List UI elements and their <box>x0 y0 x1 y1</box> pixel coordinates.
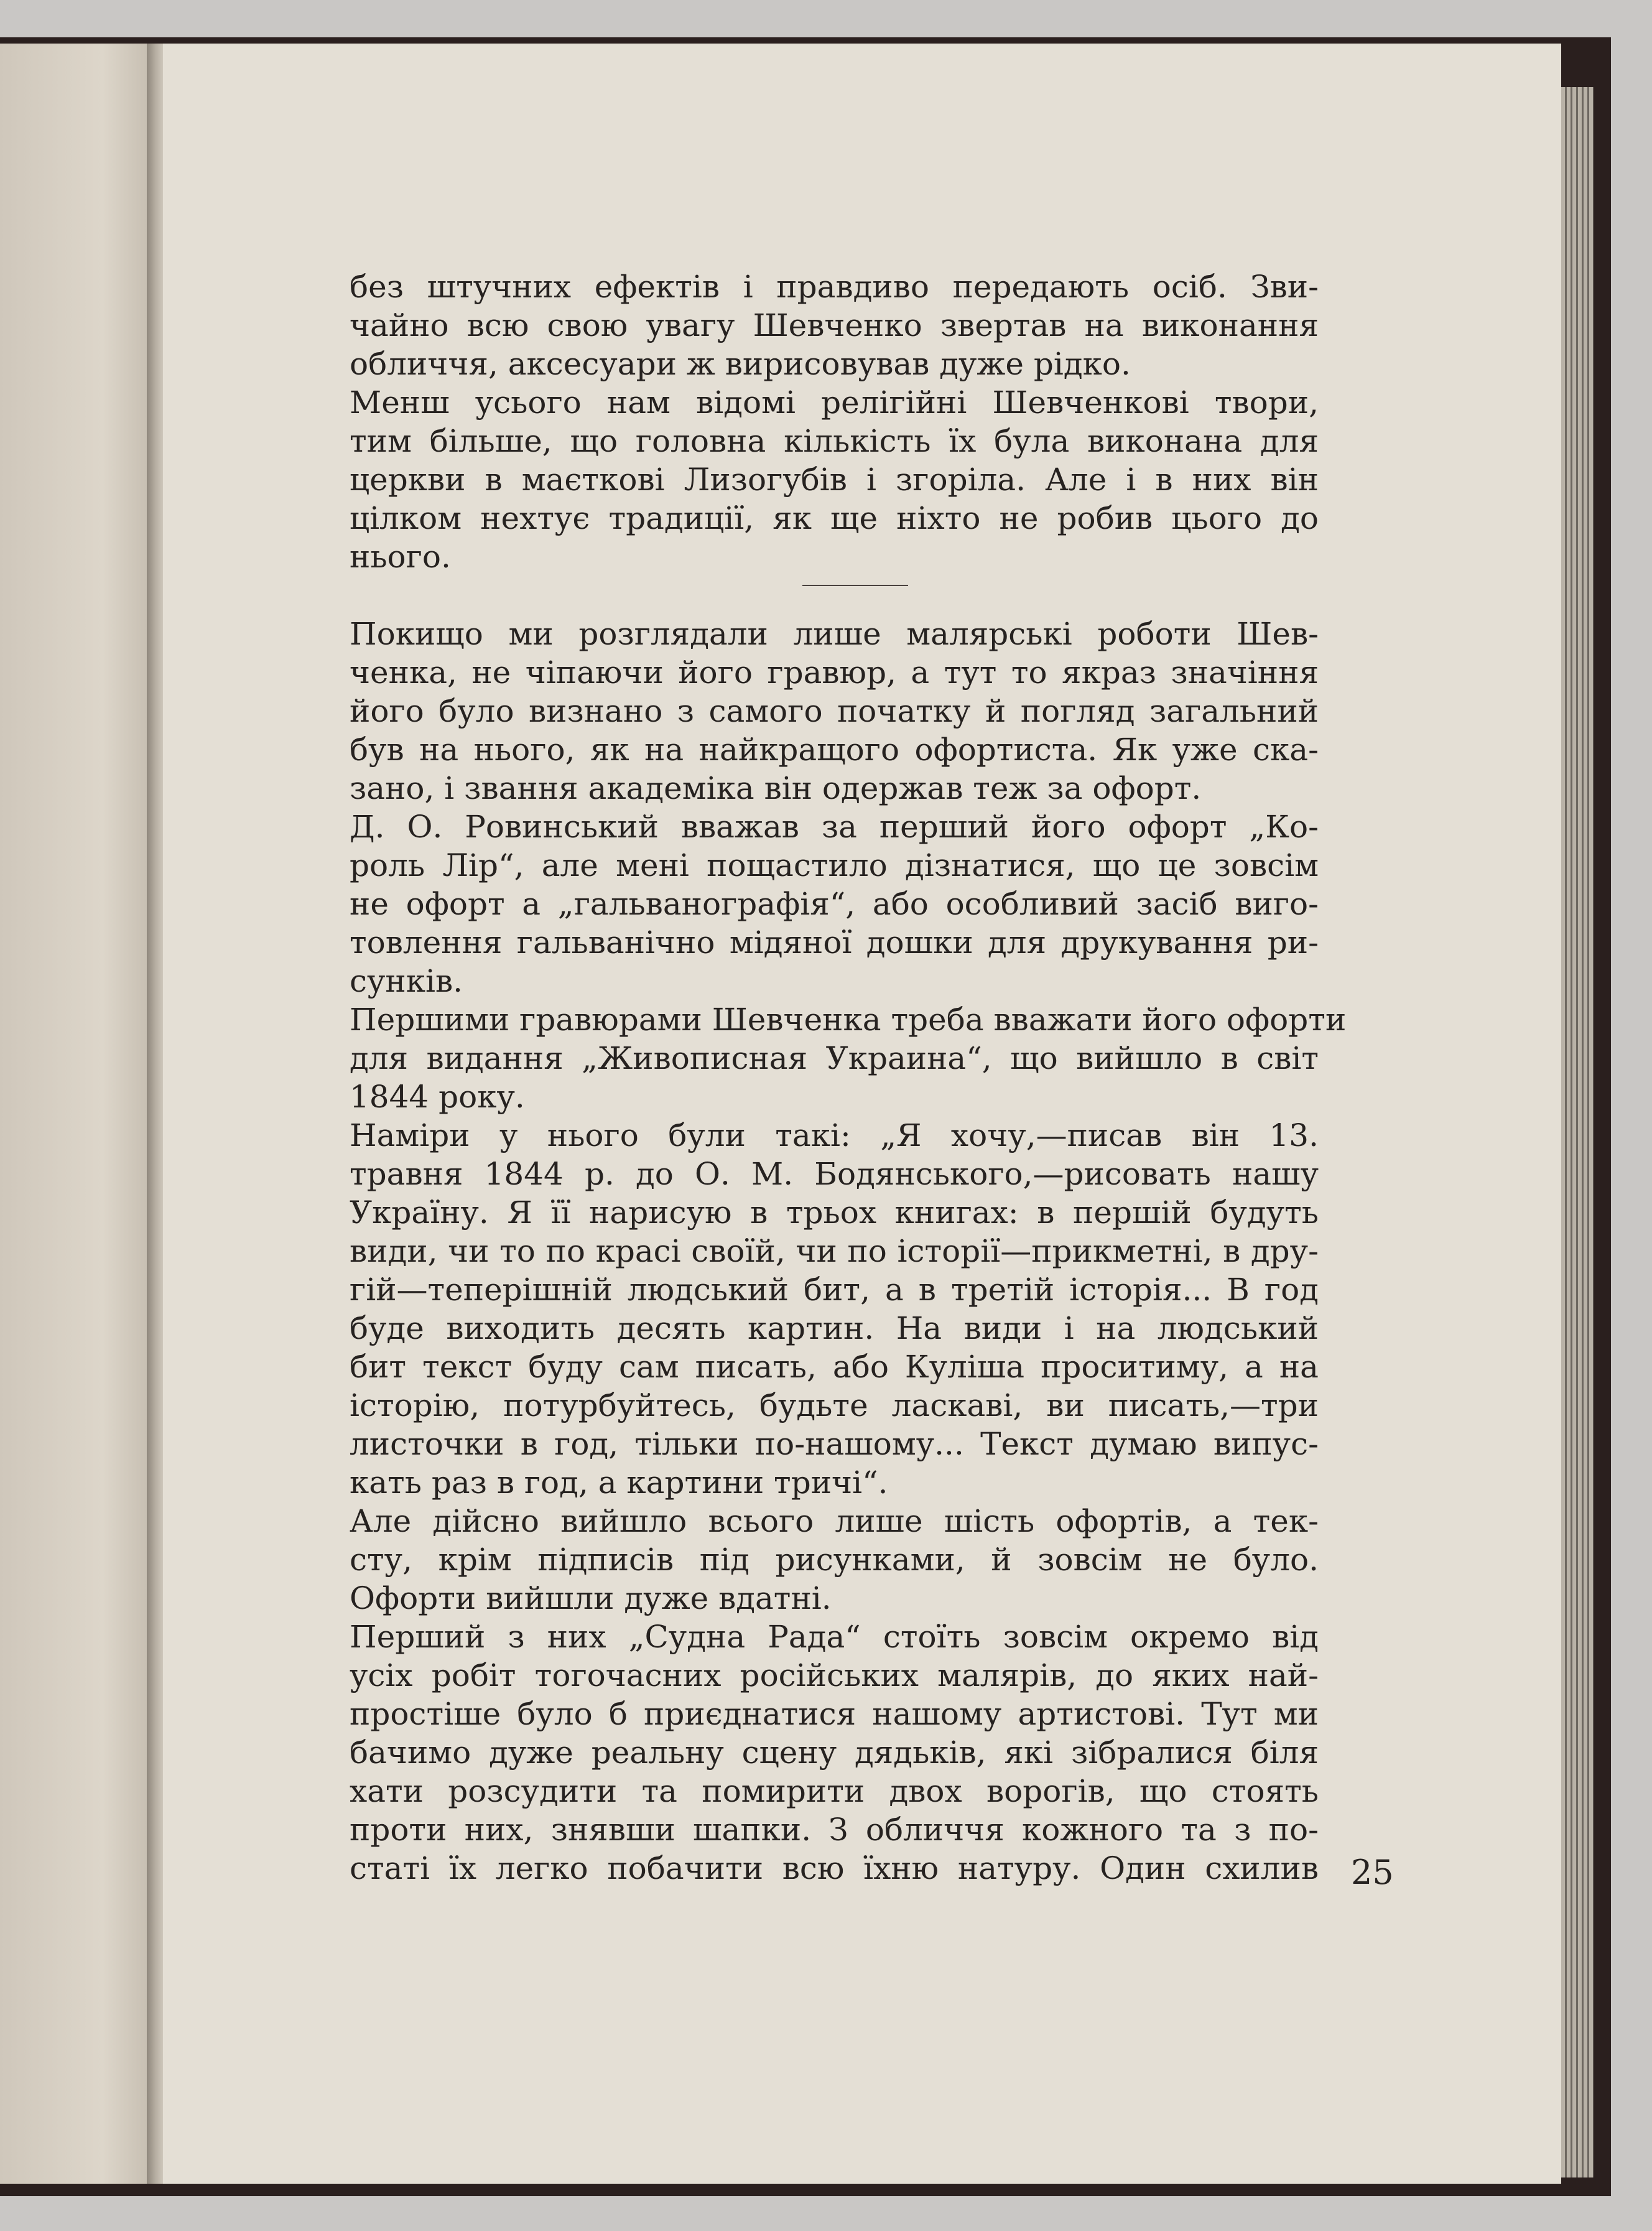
text-line: тим більше, що головна кількість їх була виконана для <box>350 423 1319 459</box>
text-line: товлення гальванічно мідяної дошки для друкування ри- <box>350 925 1319 961</box>
section-divider <box>802 585 908 586</box>
page-text <box>350 268 1347 1888</box>
text-line: Покищо ми розглядали лише малярські роботи Шев- <box>350 616 1319 652</box>
text-block-after-rule <box>350 615 1347 1888</box>
text-line: сунків. <box>350 963 463 999</box>
page-edges <box>1561 87 1594 2177</box>
text-line: історію, потурбуйтесь, будьте ласкаві, ви писать,—три <box>350 1387 1319 1423</box>
left-page <box>0 44 147 2184</box>
text-line: Офорти вийшли дуже вдатні. <box>350 1580 832 1616</box>
text-line: не офорт а „гальванографія“, або особливий засіб виго- <box>350 886 1319 922</box>
text-line: хати розсудити та помирити двох ворогів, що стоять <box>350 1773 1319 1809</box>
text-line: Але дійсно вийшло всього лише шість офортів, а тек- <box>350 1503 1319 1539</box>
text-line: його було визнано з самого початку й погляд загальний <box>350 693 1319 729</box>
text-line: кать раз в год, а картини тричі“. <box>350 1465 888 1501</box>
page-number: 25 <box>1351 1853 1394 1892</box>
text-line: Першими гравюрами Шевченка треба вважати його офорти <box>350 1002 1347 1038</box>
text-line: церкви в маєткові Лизогубів і згоріла. Але і в них він <box>350 462 1319 498</box>
text-line: Менш усього нам відомі релігійні Шевченкові твори, <box>350 384 1319 421</box>
text-line: обличчя, аксесуари ж вирисовував дуже рідко. <box>350 346 1131 382</box>
text-line: без штучних ефектів і правдиво передають осіб. Зви- <box>350 269 1319 305</box>
text-line: нього. <box>350 539 451 575</box>
text-line: усіх робіт тогочасних російських малярів, до яких най- <box>350 1657 1319 1693</box>
text-line: простіше було б приєднатися нашому артистові. Тут ми <box>350 1696 1319 1732</box>
text-block-before-rule <box>350 268 1319 576</box>
text-line: бачимо дуже реальну сцену дядьків, які зібралися біля <box>350 1735 1319 1771</box>
text-line: гій—теперішній людський бит, а в третій історія... В год <box>350 1272 1319 1308</box>
text-line: Перший з них „Судна Рада“ стоїть зовсім окремо від <box>350 1619 1319 1655</box>
text-line: Україну. Я її нарисую в трьох книгах: в першій будуть <box>350 1195 1319 1231</box>
text-line: був на нього, як на найкращого офортиста. Як уже ска- <box>350 732 1319 768</box>
text-line: чайно всю свою увагу Шевченко звертав на виконання <box>350 307 1319 343</box>
text-line: проти них, знявши шапки. З обличчя кожного та з по- <box>350 1812 1319 1848</box>
text-line: травня 1844 р. до О. М. Бодянського,—рисовать нашу <box>350 1156 1319 1192</box>
text-line: Д. О. Ровинський вважав за перший його офорт „Ко- <box>350 809 1319 845</box>
text-line: для видання „Живописная Украина“, що вийшло в світ <box>350 1040 1319 1076</box>
text-line: Наміри у нього були такі: „Я хочу,—писав він 13. <box>350 1117 1319 1153</box>
text-line: сту, крім підписів під рисунками, й зовсім не було. <box>350 1542 1319 1578</box>
text-line: статі їх легко побачити всю їхню натуру. Один схилив <box>350 1850 1319 1886</box>
text-line: листочки в год, тільки по-нашому... Текст думаю випус- <box>350 1426 1319 1462</box>
text-line: роль Лір“, але мені пощастило дізнатися, що це зовсім <box>350 847 1319 883</box>
text-line: цілком нехтує традиції, як ще ніхто не робив цього до <box>350 500 1319 536</box>
text-line: види, чи то по красі своїй, чи по історії—прикметні, в дру- <box>350 1233 1319 1269</box>
text-line: 1844 року. <box>350 1079 525 1115</box>
text-line: ченка, не чіпаючи його гравюр, а тут то якраз значіння <box>350 654 1319 691</box>
text-line: буде виходить десять картин. На види і на людський <box>350 1310 1319 1346</box>
text-line: бит текст буду сам писать, або Куліша проситиму, а на <box>350 1349 1319 1385</box>
text-line: зано, і звання академіка він одержав теж за офорт. <box>350 770 1202 806</box>
